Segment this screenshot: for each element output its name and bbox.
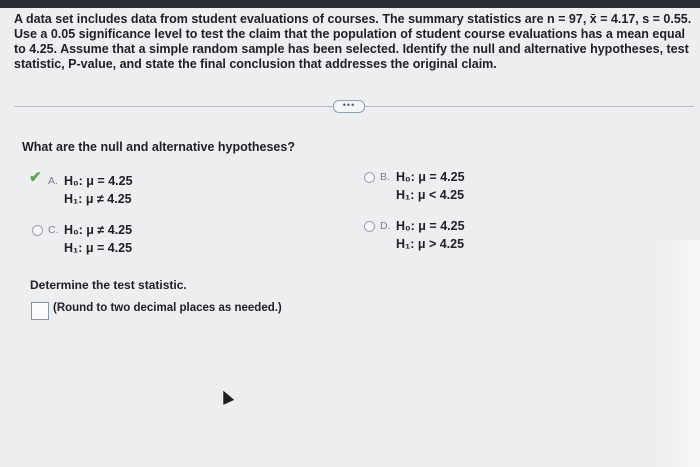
choice-h1: H₁: μ = 4.25 xyxy=(64,241,133,255)
choice-h1: H₁: μ > 4.25 xyxy=(396,237,465,251)
test-statistic-prompt: Determine the test statistic. xyxy=(30,278,187,292)
choice-h1: H₁: μ < 4.25 xyxy=(396,188,465,202)
screen-glare xyxy=(660,240,700,467)
radio-button[interactable] xyxy=(364,172,375,183)
subquestion-heading: What are the null and alternative hypotheses? xyxy=(22,140,295,154)
radio-button[interactable] xyxy=(32,225,43,236)
mouse-cursor-icon xyxy=(218,388,234,405)
checkmark-icon: ✔ xyxy=(29,169,42,186)
choice-letter: A. xyxy=(48,175,58,187)
choice-letter: B. xyxy=(380,171,390,183)
choice-h1: H₁: μ ≠ 4.25 xyxy=(64,192,132,206)
window-top-edge xyxy=(0,0,700,8)
choice-letter: C. xyxy=(48,224,59,236)
choice-h0: H₀: μ = 4.25 xyxy=(396,219,465,233)
choice-h0: H₀: μ ≠ 4.25 xyxy=(64,223,133,237)
rounding-note: (Round to two decimal places as needed.) xyxy=(53,302,282,314)
radio-button[interactable] xyxy=(364,221,375,232)
choice-h0: H₀: μ = 4.25 xyxy=(64,174,133,188)
question-text: A data set includes data from student evaluations of courses. The summary statistics are n = 97, x̄ = 4.17, s = 0.55. Use a 0.05 significance level to test the claim that the population of student course evaluations has a mean equal to 4.25. Assume that a simple random sample has been selected. Identify the null and alternative hypotheses, test statistic, P-value, and state the final conclusion that addresses the original claim. xyxy=(14,12,692,71)
test-statistic-input[interactable] xyxy=(31,302,49,320)
choice-letter: D. xyxy=(380,220,391,232)
expand-question-button[interactable]: ••• xyxy=(333,100,365,113)
choice-h0: H₀: μ = 4.25 xyxy=(396,170,465,184)
